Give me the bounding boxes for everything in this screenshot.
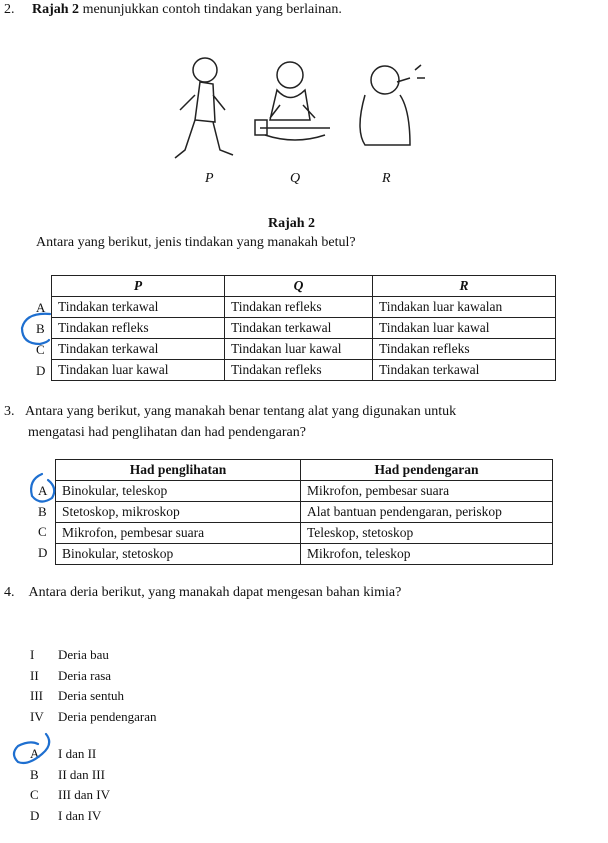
q4-option-b[interactable]: B II dan III — [30, 766, 105, 782]
q2-table — [51, 275, 556, 381]
cell: Tindakan terkawal — [373, 360, 556, 381]
cell: Teleskop, stetoskop — [301, 523, 553, 544]
figure-q-person-eating — [255, 62, 330, 140]
q2-intro — [4, 2, 342, 18]
table-row — [52, 360, 556, 381]
q3-option-a[interactable]: A — [38, 483, 48, 498]
cell: Tindakan refleks — [225, 360, 373, 381]
q4-option-a[interactable]: A I dan II — [30, 746, 97, 761]
statement: I Deria bau — [30, 647, 109, 662]
cell: Tindakan terkawal — [52, 339, 225, 360]
q4-question — [4, 585, 401, 601]
table-row — [56, 544, 553, 565]
header-q: Q — [225, 276, 373, 297]
q3-question — [4, 401, 554, 443]
figure-rajah-2 — [165, 50, 435, 170]
cell: Tindakan refleks — [52, 318, 225, 339]
figure-label-p: P — [205, 171, 214, 186]
q4-option-d[interactable]: D I dan IV — [30, 807, 102, 823]
cell: Tindakan refleks — [225, 297, 373, 318]
q2-option-b[interactable]: B — [36, 321, 45, 336]
table-row — [52, 318, 556, 339]
cell: Mikrofon, teleskop — [301, 544, 553, 565]
q2-intro-rest: menunjukkan contoh tindakan yang berlainan. — [79, 2, 342, 17]
q4-question-text: Antara deria berikut, yang manakah dapat mengesan bahan kimia? — [28, 585, 402, 600]
q2-option-a[interactable]: A — [36, 300, 46, 315]
header-p: P — [52, 276, 225, 297]
q4-number: 4. — [4, 585, 15, 600]
cell: Mikrofon, pembesar suara — [301, 481, 553, 502]
q2-number: 2. — [4, 2, 15, 17]
q3-number: 3. — [4, 404, 15, 419]
cell: Alat bantuan pendengaran, periskop — [301, 502, 553, 523]
q3-option-d[interactable]: D — [38, 544, 48, 560]
q3-option-b[interactable]: B — [38, 503, 47, 519]
figure-label-r: R — [382, 171, 391, 186]
q4-option-c[interactable]: C III dan IV — [30, 787, 110, 802]
cell: Tindakan luar kawal — [225, 339, 373, 360]
figure-label-q: Q — [290, 171, 301, 186]
cell: Tindakan refleks — [373, 339, 556, 360]
figure-r-person-sneezing — [360, 65, 425, 145]
statement: IV Deria pendengaran — [30, 708, 157, 724]
q2-intro-bold: Rajah 2 — [32, 2, 80, 17]
cell: Tindakan terkawal — [225, 318, 373, 339]
cell: Tindakan luar kawal — [373, 318, 556, 339]
q3-option-c[interactable]: C — [38, 524, 47, 539]
header-had-penglihatan: Had penglihatan — [56, 460, 301, 481]
q2-option-d[interactable]: D — [36, 363, 46, 378]
header-had-pendengaran: Had pendengaran — [301, 460, 553, 481]
table-row — [56, 523, 553, 544]
handwritten-circle-b — [16, 310, 56, 350]
table-row — [56, 481, 553, 502]
statement: III Deria sentuh — [30, 688, 125, 703]
cell: Binokular, teleskop — [56, 481, 301, 502]
q3-question-line2: mengatasi had penglihatan dan had pendengaran? — [28, 425, 306, 440]
handwritten-circle-a-q4 — [8, 730, 58, 775]
handwritten-circle-a — [22, 470, 62, 510]
statement: II Deria rasa — [30, 667, 112, 683]
cell: Mikrofon, pembesar suara — [56, 523, 301, 544]
q3-question-line1: Antara yang berikut, yang manakah benar tentang alat yang digunakan untuk — [25, 404, 457, 419]
q4-statements — [30, 645, 157, 727]
cell: Tindakan luar kawalan — [373, 297, 556, 318]
table-row — [52, 297, 556, 318]
q2-question: Antara yang berikut, jenis tindakan yang manakah betul? — [36, 235, 356, 250]
cell: Stetoskop, mikroskop — [56, 502, 301, 523]
figure-p-person-stepping — [175, 58, 233, 158]
q3-table — [55, 459, 553, 565]
figure-caption: Rajah 2 — [268, 216, 316, 231]
cell: Tindakan terkawal — [52, 297, 225, 318]
header-r: R — [373, 276, 556, 297]
table-row — [52, 339, 556, 360]
cell: Tindakan luar kawal — [52, 360, 225, 381]
table-row — [56, 502, 553, 523]
cell: Binokular, stetoskop — [56, 544, 301, 565]
q2-option-c[interactable]: C — [36, 342, 45, 357]
